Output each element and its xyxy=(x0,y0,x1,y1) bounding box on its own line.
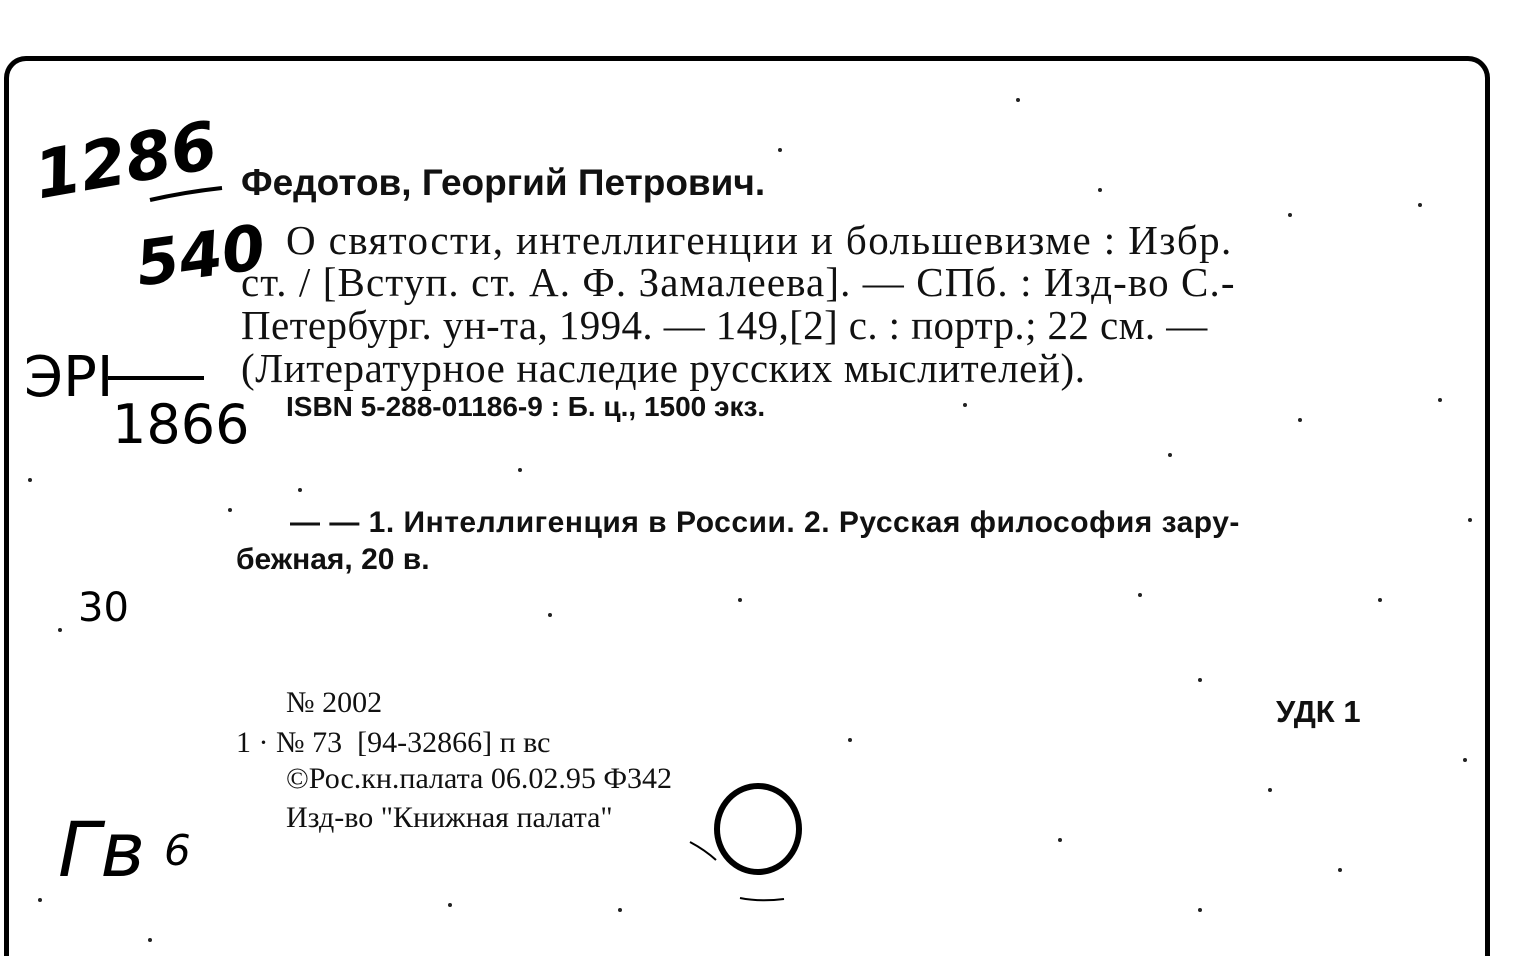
record-number: № 2002 xyxy=(286,686,383,719)
handwritten-bottom-digit: 6 xyxy=(164,826,191,875)
publisher-line: Изд-во "Книжная палата" xyxy=(286,801,613,834)
isbn-line: ISBN 5-288-01186-9 : Б. ц., 1500 экз. xyxy=(286,391,766,422)
handwritten-call-number-sub: 540 xyxy=(131,210,270,301)
subjects-line-1: — — 1. Интеллигенция в России. 2. Русская философия зару- xyxy=(290,506,1240,539)
subjects-line-2: бежная, 20 в. xyxy=(236,543,430,576)
description-line-3: Петербург. ун-та, 1994. — 149,[2] с. : портр.; 22 см. — xyxy=(241,302,1208,348)
handwritten-shelf-code: ЭРI xyxy=(24,345,114,410)
description-line-2: ст. / [Вступ. ст. А. Ф. Замалеева]. — СПб. : Изд-во С.- xyxy=(241,259,1236,305)
handwritten-shelf-number: 1866 xyxy=(112,393,250,456)
handwritten-margin-number: 30 xyxy=(78,585,129,631)
author-heading: Федотов, Георгий Петрович. xyxy=(241,162,766,203)
card-number-line: 1 · № 73 [94-32866] п вс xyxy=(236,726,551,759)
handwritten-bottom-mark: Гв xyxy=(58,805,146,894)
handwritten-call-number: 1286 xyxy=(28,106,223,215)
description-line-4: (Литературное наследие русских мыслителей). xyxy=(241,345,1086,391)
description-line-1: О святости, интеллигенции и большевизме : Избр. xyxy=(286,217,1233,263)
copyright-line: ©Рос.кн.палата 06.02.95 Ф342 xyxy=(286,762,673,795)
udc-code: УДК 1 xyxy=(1276,694,1361,729)
